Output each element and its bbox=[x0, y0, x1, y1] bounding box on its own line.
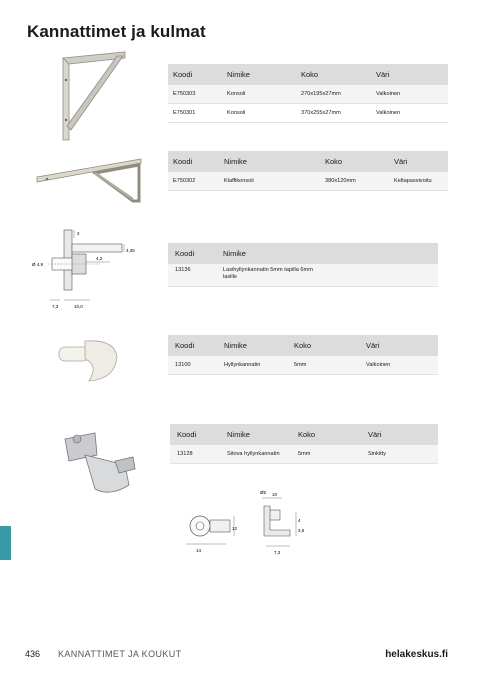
cell-vari: Keltapassivoitu bbox=[394, 178, 432, 184]
dim-o-4-9: Ø 4,9 bbox=[32, 262, 44, 267]
cell-koodi: E750303 bbox=[173, 91, 196, 97]
cell-koodi: E750302 bbox=[173, 178, 196, 184]
table-row bbox=[168, 85, 448, 104]
shelf-support-image-13100 bbox=[55, 335, 125, 385]
dim-7-3-b: 7,3 bbox=[274, 550, 281, 555]
cell-koko: 370x255x27mm bbox=[301, 110, 341, 116]
cell-vari: Valkoinen bbox=[376, 110, 401, 116]
dim-4: 4 bbox=[298, 518, 301, 523]
page-number: 436 bbox=[25, 649, 41, 659]
dim-7-3: 7,3 bbox=[52, 304, 59, 309]
dim-o5: Ø5 bbox=[260, 490, 267, 495]
locking-support-drawing-13128 bbox=[178, 486, 328, 566]
table-header bbox=[168, 243, 438, 264]
dim-4-35: 4,35 bbox=[126, 248, 135, 253]
cell-koko: 5mm bbox=[294, 362, 307, 368]
header-koko: Koko bbox=[294, 341, 312, 350]
product-table-hyllynkannatin bbox=[168, 335, 438, 375]
header-nimike: Nimike bbox=[223, 249, 246, 258]
header-nimike: Nimike bbox=[227, 70, 250, 79]
cell-nimike: Klaffikonsoli bbox=[224, 178, 254, 184]
table-row bbox=[168, 356, 438, 375]
cell-koko: 270x195x27mm bbox=[301, 91, 341, 97]
cell-koodi: 13136 bbox=[175, 267, 191, 273]
header-koodi: Koodi bbox=[175, 341, 195, 350]
table-header bbox=[168, 335, 438, 356]
header-koko: Koko bbox=[301, 70, 319, 79]
header-vari: Väri bbox=[376, 70, 390, 79]
cell-nimike: Konsoli bbox=[227, 110, 246, 116]
header-koodi: Koodi bbox=[173, 70, 193, 79]
chapter-color-tab bbox=[0, 526, 11, 560]
product-table-lasihyllynkannatin bbox=[168, 243, 438, 287]
product-table-sitova-hyllynkannatin bbox=[170, 424, 438, 464]
table-header bbox=[170, 424, 438, 445]
header-nimike: Nimike bbox=[224, 341, 247, 350]
header-vari: Väri bbox=[366, 341, 380, 350]
locking-support-image-13128 bbox=[55, 425, 145, 500]
section-name: KANNATTIMET JA KOUKUT bbox=[58, 649, 182, 659]
folding-bracket-image bbox=[35, 155, 145, 205]
table-row bbox=[168, 172, 448, 191]
cell-nimike: Lasihyllynkannatin 5mm tapilla 6mm lasille bbox=[223, 267, 313, 280]
cell-koodi: 13128 bbox=[177, 451, 193, 457]
dim-10-0: 10,0 bbox=[74, 304, 83, 309]
header-koko: Koko bbox=[325, 157, 343, 166]
cell-vari: Sinkitty bbox=[368, 451, 387, 457]
cell-nimike: Konsoli bbox=[227, 91, 246, 97]
dim-10: 10 bbox=[272, 492, 278, 497]
shelf-support-drawing-13136 bbox=[30, 228, 145, 313]
header-vari: Väri bbox=[394, 157, 408, 166]
dim-12: 12 bbox=[232, 526, 238, 531]
cell-koodi: 13100 bbox=[175, 362, 191, 368]
header-nimike: Nimike bbox=[224, 157, 247, 166]
bracket-konsoli-image bbox=[55, 50, 130, 145]
cell-koodi: E750301 bbox=[173, 110, 196, 116]
dim-4-2: 4,2 bbox=[96, 256, 103, 261]
header-vari: Väri bbox=[368, 430, 382, 439]
header-koodi: Koodi bbox=[177, 430, 197, 439]
cell-koko: 5mm bbox=[298, 451, 311, 457]
product-table-konsoli bbox=[168, 64, 448, 123]
cell-koko: 380x120mm bbox=[325, 178, 356, 184]
table-row bbox=[168, 264, 438, 287]
website-link[interactable]: helakeskus.fi bbox=[385, 649, 448, 660]
header-koodi: Koodi bbox=[175, 249, 195, 258]
dim-3-5: 3,5 bbox=[298, 528, 305, 533]
page-title: Kannattimet ja kulmat bbox=[27, 22, 206, 41]
header-koko: Koko bbox=[298, 430, 316, 439]
cell-vari: Valkoinen bbox=[366, 362, 391, 368]
dim-14: 14 bbox=[196, 548, 202, 553]
dim-2: 2 bbox=[77, 231, 80, 236]
product-table-klaffikonsoli bbox=[168, 151, 448, 191]
cell-vari: Valkoinen bbox=[376, 91, 401, 97]
cell-nimike: Hyllynkannatin bbox=[224, 362, 261, 368]
header-nimike: Nimike bbox=[227, 430, 250, 439]
header-koodi: Koodi bbox=[173, 157, 193, 166]
cell-nimike: Sitova hyllynkannatin bbox=[227, 451, 280, 457]
table-header bbox=[168, 64, 448, 85]
table-row bbox=[168, 104, 448, 123]
table-row bbox=[170, 445, 438, 464]
table-header bbox=[168, 151, 448, 172]
